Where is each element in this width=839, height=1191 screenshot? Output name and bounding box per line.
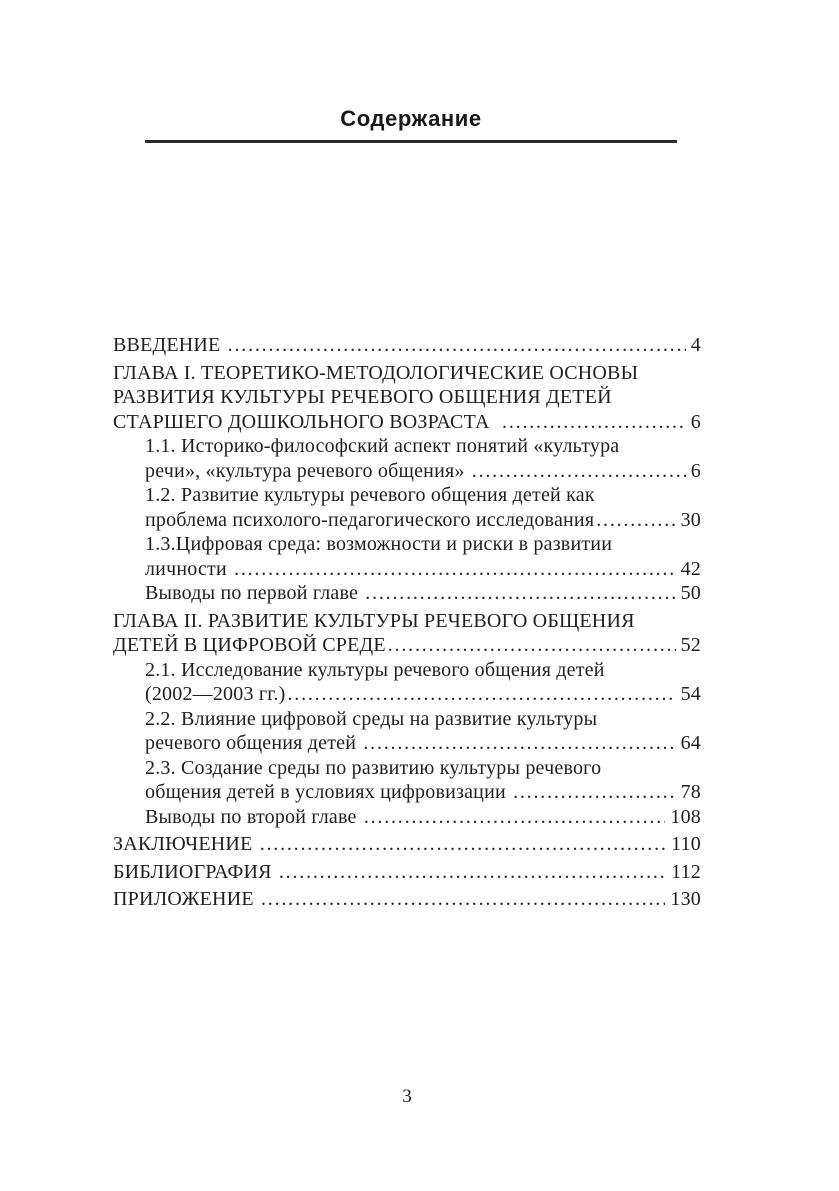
toc-entry [113, 658, 701, 707]
toc-line [113, 633, 701, 658]
toc-line-text: Выводы по первой главе [145, 582, 364, 604]
toc-line [113, 832, 701, 857]
dot-leader [258, 832, 666, 857]
toc-line [145, 707, 701, 732]
dot-leader [594, 508, 675, 533]
toc-line [113, 887, 701, 912]
toc-line-text: общения детей в условиях цифровизации [145, 781, 512, 803]
toc-line-text: ВВЕДЕНИЕ [113, 334, 226, 356]
toc-page-number: 130 [670, 888, 701, 910]
toc-line-text: 2.1. Исследование культуры речевого общения детей [145, 658, 605, 681]
dot-leader [470, 459, 686, 484]
toc-line [145, 459, 701, 484]
toc-line [113, 385, 701, 410]
toc-page-number: 42 [680, 557, 701, 580]
toc-line [145, 557, 701, 582]
toc-line [145, 532, 701, 557]
toc-page-number: 54 [680, 683, 701, 705]
toc-line-text: СТАРШЕГО ДОШКОЛЬНОГО ВОЗРАСТА [113, 410, 501, 433]
toc-entry [113, 333, 701, 358]
toc-entry [113, 532, 701, 581]
toc-line [113, 361, 701, 386]
dot-leader [259, 887, 665, 912]
dot-leader [386, 633, 676, 658]
toc-page-number: 64 [680, 732, 701, 754]
toc-entry [113, 361, 701, 435]
toc-line-text: речевого общения детей [145, 732, 362, 754]
toc-entry [113, 805, 701, 830]
toc-line-text: ЗАКЛЮЧЕНИЕ [113, 833, 258, 855]
toc-page-number: 112 [671, 860, 701, 883]
dot-leader [363, 581, 675, 606]
toc-line [145, 682, 701, 707]
toc-entry [113, 887, 701, 912]
toc-line-text: ГЛАВА II. РАЗВИТИЕ КУЛЬТУРЫ РЕЧЕВОГО ОБЩЕНИЯ [113, 609, 635, 632]
toc-entry [113, 434, 701, 483]
toc-line [113, 333, 701, 358]
toc-line-text: ПРИЛОЖЕНИЕ [113, 888, 259, 910]
toc-line [145, 508, 701, 533]
toc-line-text: 1.2. Развитие культуры речевого общения детей как [145, 484, 595, 506]
toc-line-text: 1.1. Историко-философский аспект понятий «культура [145, 435, 620, 457]
toc-page-number: 78 [680, 781, 701, 803]
toc-line [113, 860, 701, 885]
toc-line [145, 483, 701, 508]
toc-line [113, 609, 701, 634]
toc-page-number: 108 [670, 805, 701, 828]
dot-leader [361, 731, 675, 756]
page-title: Содержание [340, 106, 482, 131]
toc-line [113, 410, 701, 435]
toc-entry [113, 581, 701, 606]
toc-entry [113, 609, 701, 658]
toc-entry [113, 860, 701, 885]
toc-page-number: 4 [690, 334, 701, 356]
toc-line [145, 756, 701, 781]
toc-entry [113, 483, 701, 532]
toc-line-text: (2002—2003 гг.) [145, 683, 286, 705]
toc-page-number: 6 [690, 410, 701, 433]
title-rule [145, 140, 677, 143]
toc-line-text: Выводы по второй главе [145, 805, 362, 828]
toc-line [145, 658, 701, 683]
dot-leader [277, 860, 666, 885]
toc-line [145, 581, 701, 606]
toc-line-text: проблема психолого-педагогического исследования [145, 508, 595, 531]
toc-line [145, 805, 701, 830]
dot-leader [232, 557, 676, 582]
dot-leader [511, 780, 676, 805]
toc-page-number: 52 [680, 634, 701, 656]
dot-leader [362, 805, 666, 830]
toc-line-text: 1.3.Цифровая среда: возможности и риски в развитии [145, 533, 613, 555]
folio-page-number: 3 [402, 1086, 412, 1107]
toc-line-text: ДЕТЕЙ В ЦИФРОВОЙ СРЕДЕ [113, 634, 386, 656]
toc-page-number: 50 [680, 582, 701, 604]
toc-line [145, 780, 701, 805]
toc-line-text: речи», «культура речевого общения» [145, 459, 470, 482]
toc-line-text: личности [145, 557, 233, 580]
toc-page-number: 6 [690, 459, 701, 482]
toc-line-text: 2.3. Создание среды по развитию культуры речевого [145, 756, 602, 779]
toc-page-number: 110 [671, 833, 701, 855]
table-of-contents [113, 333, 701, 912]
dot-leader [500, 410, 686, 435]
toc-line [145, 434, 701, 459]
toc-line [145, 731, 701, 756]
toc-entry [113, 707, 701, 756]
toc-line-text: БИБЛИОГРАФИЯ [113, 860, 277, 883]
toc-entry [113, 756, 701, 805]
toc-entry [113, 832, 701, 857]
toc-line-text: РАЗВИТИЯ КУЛЬТУРЫ РЕЧЕВОГО ОБЩЕНИЯ ДЕТЕЙ [113, 386, 612, 408]
toc-line-text: 2.2. Влияние цифровой среды на развитие культуры [145, 707, 598, 730]
toc-page-number: 30 [680, 508, 701, 531]
dot-leader [226, 333, 686, 358]
dot-leader [285, 682, 675, 707]
toc-line-text: ГЛАВА I. ТЕОРЕТИКО-МЕТОДОЛОГИЧЕСКИЕ ОСНОВЫ [113, 361, 639, 384]
